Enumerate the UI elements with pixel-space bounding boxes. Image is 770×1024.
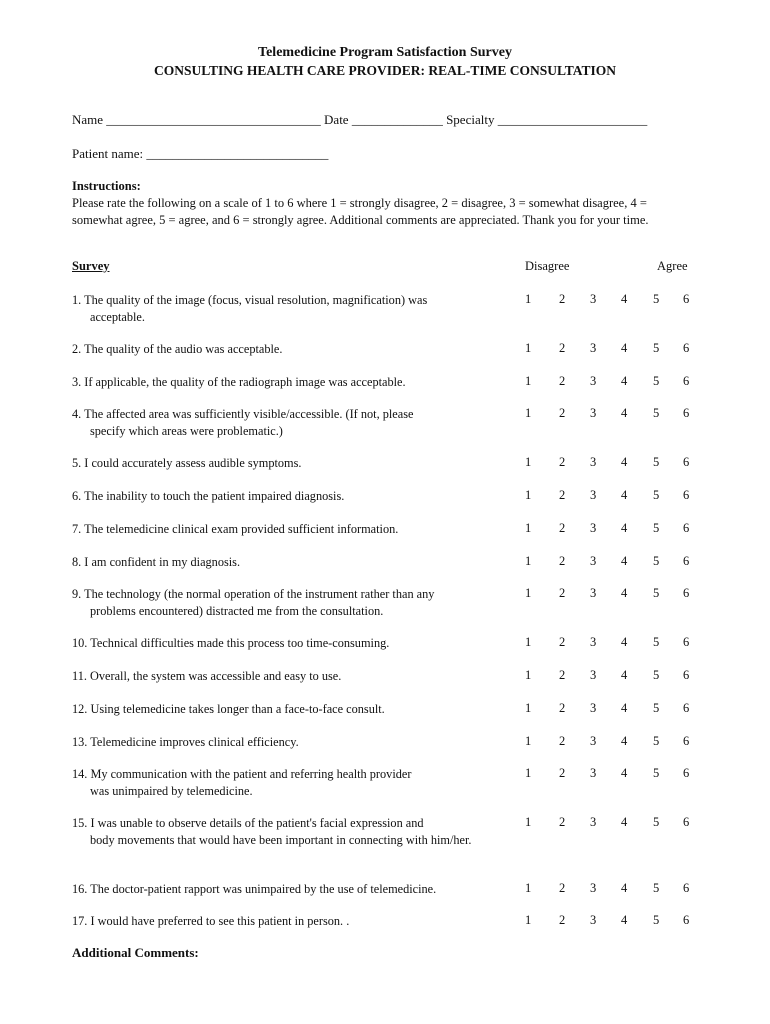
instructions-heading: Instructions: [72,179,141,193]
survey-question [72,374,502,391]
rating-option[interactable]: 1 [525,734,532,748]
rating-option[interactable]: 4 [621,766,628,780]
rating-option[interactable]: 4 [621,586,628,600]
rating-option[interactable]: 1 [525,554,532,568]
rating-scale [510,554,700,571]
rating-scale [510,292,700,309]
rating-option[interactable]: 1 [525,292,532,306]
rating-scale [510,734,700,751]
agree-label: Agree [657,259,688,273]
rating-option[interactable]: 5 [653,815,660,829]
question-text: 14. My communication with the patient and referring health provider [72,767,412,781]
rating-option[interactable]: 5 [653,488,660,502]
rating-option[interactable]: 5 [653,734,660,748]
survey-question [72,521,502,538]
instructions-block [72,179,697,229]
rating-option[interactable]: 6 [683,881,690,895]
rating-option[interactable]: 2 [559,488,566,502]
rating-option[interactable]: 1 [525,341,532,355]
question-text-continued: was unimpaired by telemedicine. [90,784,253,798]
rating-scale [510,815,700,832]
question-text-continued: problems encountered) distracted me from the consultation. [90,604,384,618]
rating-option[interactable]: 1 [525,635,532,649]
question-text: 1. The quality of the image (focus, visual resolution, magnification) was [72,293,428,307]
rating-option[interactable]: 2 [559,455,566,469]
question-text-continued: acceptable. [90,310,145,324]
rating-option[interactable]: 6 [683,374,690,388]
rating-option[interactable]: 1 [525,668,532,682]
rating-option[interactable]: 4 [621,635,628,649]
rating-option[interactable]: 5 [653,635,660,649]
survey-question [72,881,502,898]
rating-option[interactable]: 1 [525,815,532,829]
rating-scale [510,341,700,358]
rating-option[interactable]: 4 [621,668,628,682]
rating-option[interactable]: 2 [559,635,566,649]
survey-question [72,586,502,620]
rating-option[interactable]: 4 [621,554,628,568]
rating-option[interactable]: 5 [653,455,660,469]
survey-question [72,668,502,685]
rating-option[interactable]: 3 [590,913,597,927]
rating-option[interactable]: 5 [653,881,660,895]
question-text: 4. The affected area was sufficiently visible/accessible. (If not, please [72,407,414,421]
rating-option[interactable]: 6 [683,521,690,535]
rating-scale [510,374,700,391]
survey-question [72,913,502,930]
question-text: 7. The telemedicine clinical exam provided sufficient information. [72,522,399,536]
rating-option[interactable]: 2 [559,521,566,535]
rating-option[interactable]: 4 [621,701,628,715]
rating-option[interactable]: 5 [653,374,660,388]
question-text: 6. The inability to touch the patient impaired diagnosis. [72,489,345,503]
rating-option[interactable]: 3 [590,881,597,895]
rating-option[interactable]: 5 [653,586,660,600]
rating-option[interactable]: 1 [525,586,532,600]
rating-option[interactable]: 6 [683,488,690,502]
rating-scale [510,635,700,652]
rating-option[interactable]: 1 [525,521,532,535]
rating-option[interactable]: 2 [559,554,566,568]
rating-option[interactable]: 3 [590,341,597,355]
rating-option[interactable]: 3 [590,455,597,469]
survey-question [72,701,502,718]
rating-option[interactable]: 3 [590,292,597,306]
rating-option[interactable]: 2 [559,913,566,927]
question-text: 12. Using telemedicine takes longer than a face-to-face consult. [72,702,385,716]
rating-scale [510,586,700,603]
disagree-label: Disagree [525,259,570,273]
patient-name-line[interactable]: Patient name: ____________________________ [72,146,329,161]
rating-option[interactable]: 2 [559,341,566,355]
rating-option[interactable]: 1 [525,406,532,420]
rating-option[interactable]: 4 [621,292,628,306]
rating-option[interactable]: 2 [559,292,566,306]
rating-option[interactable]: 2 [559,668,566,682]
rating-option[interactable]: 1 [525,374,532,388]
rating-option[interactable]: 4 [621,815,628,829]
rating-scale [510,668,700,685]
rating-option[interactable]: 3 [590,586,597,600]
rating-option[interactable]: 6 [683,913,690,927]
page-title: Telemedicine Program Satisfaction Survey [258,45,512,60]
rating-option[interactable]: 3 [590,635,597,649]
survey-question [72,734,502,751]
rating-option[interactable]: 2 [559,374,566,388]
rating-option[interactable]: 4 [621,488,628,502]
survey-question [72,635,502,652]
rating-option[interactable]: 4 [621,341,628,355]
instructions-text: Please rate the following on a scale of 1 to 6 where 1 = strongly disagree, 2 = disagree, 3 = somewhat disagree, 4 = somewhat agree, 5 = agree, and 6 = strongly agree. Additional comments are appreciated. Thank you for your time. [72,196,649,227]
question-text: 16. The doctor-patient rapport was unimpaired by the use of telemedicine. [72,882,437,896]
rating-option[interactable]: 6 [683,635,690,649]
rating-option[interactable]: 1 [525,701,532,715]
rating-option[interactable]: 6 [683,701,690,715]
rating-option[interactable]: 3 [590,734,597,748]
name-date-specialty-line[interactable]: Name _________________________________ Date ______________ Specialty _______________________ [72,112,648,127]
rating-option[interactable]: 1 [525,881,532,895]
rating-option[interactable]: 1 [525,766,532,780]
rating-option[interactable]: 5 [653,554,660,568]
rating-option[interactable]: 6 [683,668,690,682]
question-text: 10. Technical difficulties made this process too time-consuming. [72,636,390,650]
question-text: 9. The technology (the normal operation of the instrument rather than any [72,587,435,601]
rating-scale [510,701,700,718]
survey-question [72,766,502,800]
rating-option[interactable]: 3 [590,521,597,535]
rating-option[interactable]: 1 [525,488,532,502]
question-text: 13. Telemedicine improves clinical efficiency. [72,735,299,749]
rating-option[interactable]: 6 [683,766,690,780]
rating-option[interactable]: 5 [653,521,660,535]
question-text: 3. If applicable, the quality of the radiograph image was acceptable. [72,375,406,389]
rating-scale [510,521,700,538]
survey-question [72,554,502,571]
rating-option[interactable]: 6 [683,341,690,355]
rating-option[interactable]: 4 [621,521,628,535]
question-text: 5. I could accurately assess audible symptoms. [72,456,302,470]
rating-option[interactable]: 4 [621,406,628,420]
rating-option[interactable]: 3 [590,406,597,420]
rating-option[interactable]: 3 [590,668,597,682]
rating-option[interactable]: 1 [525,455,532,469]
survey-question [72,406,502,440]
rating-option[interactable]: 2 [559,766,566,780]
rating-option[interactable]: 2 [559,586,566,600]
rating-option[interactable]: 5 [653,341,660,355]
question-text: 15. I was unable to observe details of the patient's facial expression and [72,816,424,830]
rating-option[interactable]: 5 [653,701,660,715]
survey-heading: Survey [72,259,110,273]
question-text-continued: body movements that would have been important in connecting with him/her. [90,833,472,847]
question-text: 8. I am confident in my diagnosis. [72,555,241,569]
rating-option[interactable]: 6 [683,815,690,829]
survey-question [72,341,502,358]
survey-question [72,292,502,326]
rating-option[interactable]: 2 [559,881,566,895]
page-subtitle: CONSULTING HEALTH CARE PROVIDER: REAL-TIME CONSULTATION [154,63,616,78]
rating-option[interactable]: 4 [621,374,628,388]
rating-option[interactable]: 6 [683,455,690,469]
rating-option[interactable]: 4 [621,881,628,895]
rating-option[interactable]: 6 [683,292,690,306]
rating-option[interactable]: 5 [653,406,660,420]
rating-scale [510,406,700,423]
question-text: 2. The quality of the audio was acceptable. [72,342,283,356]
survey-question [72,488,502,505]
rating-option[interactable]: 3 [590,701,597,715]
rating-option[interactable]: 2 [559,815,566,829]
rating-option[interactable]: 3 [590,815,597,829]
rating-option[interactable]: 6 [683,554,690,568]
rating-option[interactable]: 5 [653,668,660,682]
rating-option[interactable]: 2 [559,701,566,715]
question-text-continued: specify which areas were problematic.) [90,424,283,438]
rating-option[interactable]: 3 [590,554,597,568]
rating-option[interactable]: 5 [653,292,660,306]
additional-comments-label: Additional Comments: [72,945,199,960]
rating-scale [510,881,700,898]
rating-option[interactable]: 3 [590,488,597,502]
survey-question [72,815,502,849]
rating-option[interactable]: 5 [653,913,660,927]
rating-option[interactable]: 6 [683,406,690,420]
rating-option[interactable]: 3 [590,374,597,388]
rating-option[interactable]: 6 [683,586,690,600]
rating-option[interactable]: 1 [525,913,532,927]
rating-scale [510,913,700,930]
rating-option[interactable]: 4 [621,913,628,927]
rating-option[interactable]: 5 [653,766,660,780]
rating-scale [510,488,700,505]
rating-option[interactable]: 4 [621,734,628,748]
rating-scale [510,455,700,472]
survey-question [72,455,502,472]
rating-option[interactable]: 3 [590,766,597,780]
rating-option[interactable]: 6 [683,734,690,748]
rating-option[interactable]: 2 [559,406,566,420]
question-text: 11. Overall, the system was accessible and easy to use. [72,669,342,683]
rating-scale [510,766,700,783]
question-text: 17. I would have preferred to see this patient in person. . [72,914,350,928]
rating-option[interactable]: 4 [621,455,628,469]
rating-option[interactable]: 2 [559,734,566,748]
